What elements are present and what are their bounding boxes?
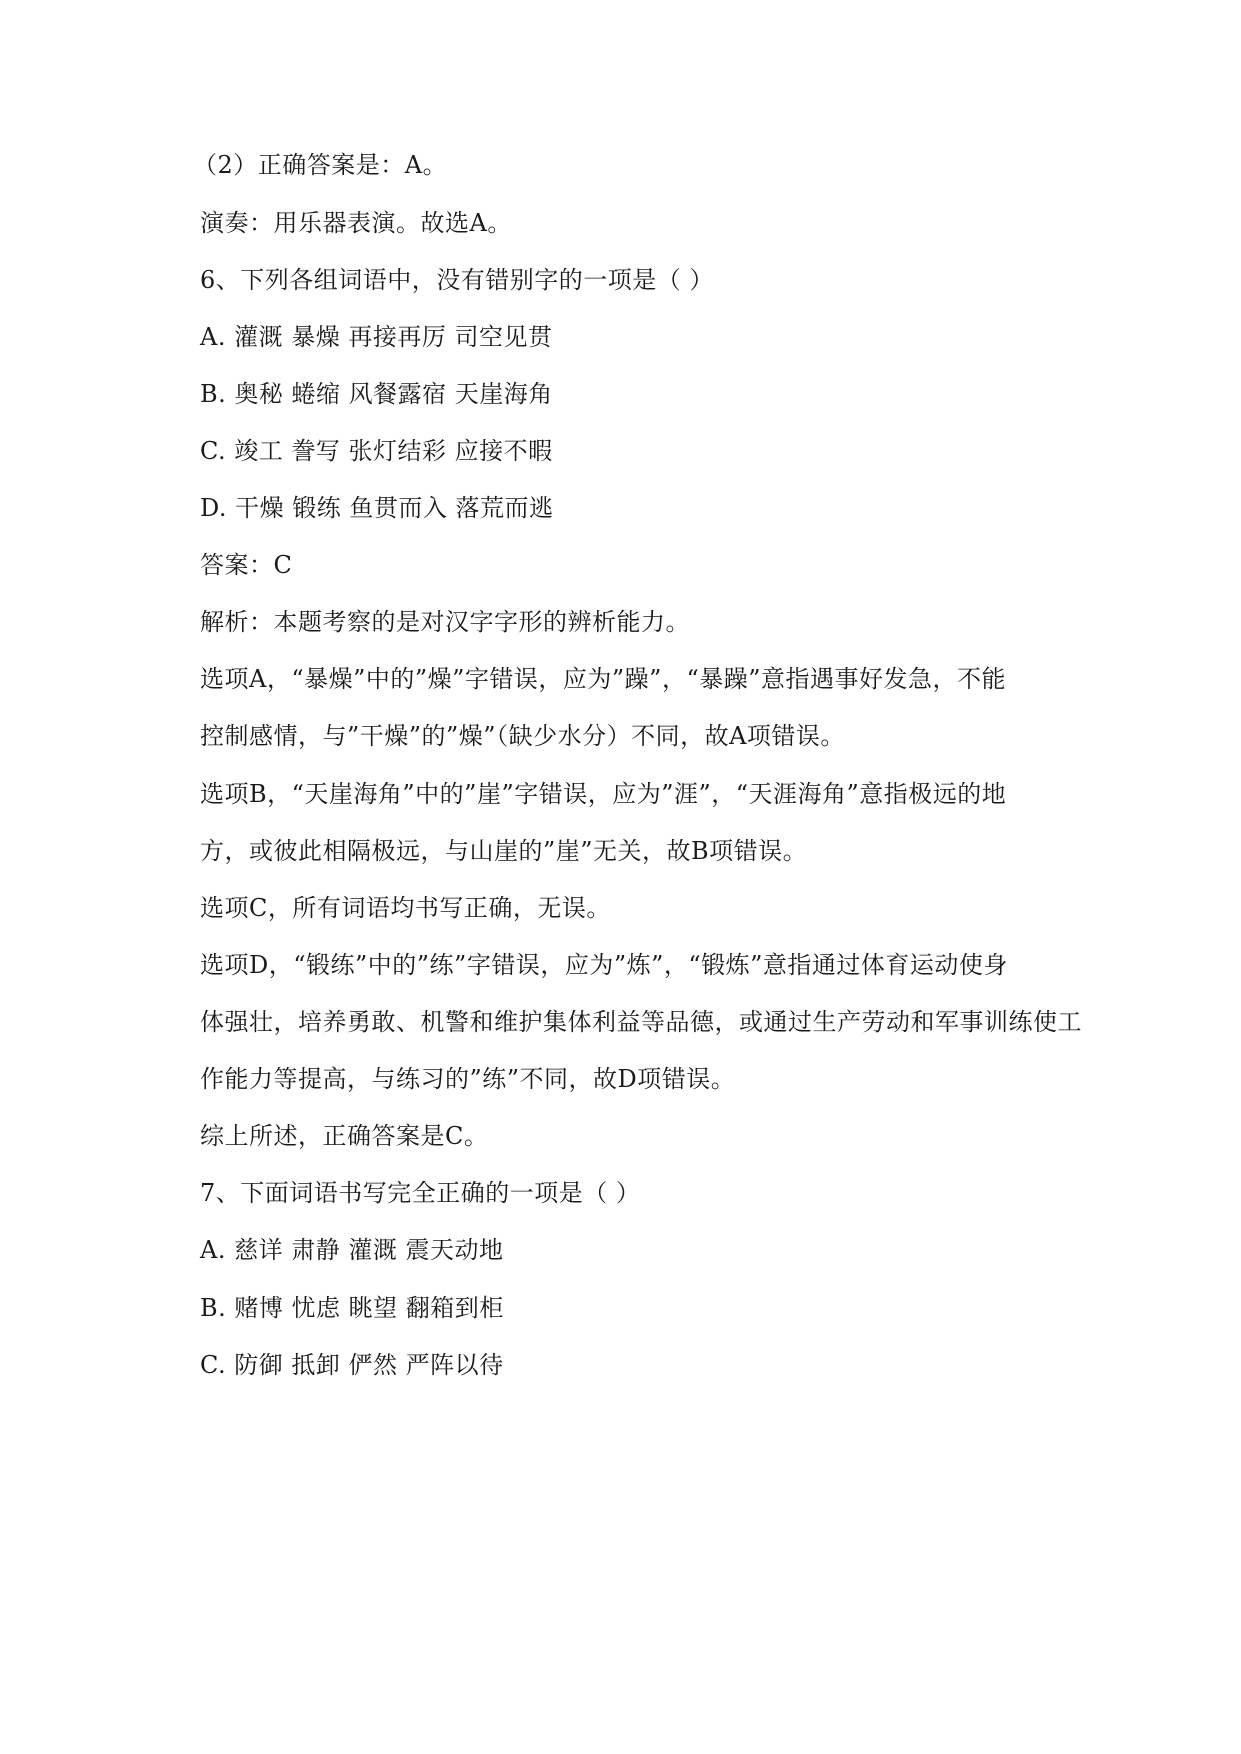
q6-conclusion: 综上所述，正确答案是C。 [200,1122,489,1150]
q6-analysis-a-2: 控制感情，与”干燥”的”燥”（缺少水分）不同，故A项错误。 [200,722,845,750]
q6-analysis-d-1: 选项D，“锻练”中的”练”字错误，应为”炼”，“锻炼”意指通过体育运动使身 [200,951,1008,979]
q6-analysis-d-3: 作能力等提高，与练习的”练”不同，故D项错误。 [200,1065,736,1093]
q7-option-a: A. 慈详 肃静 灌溉 震天动地 [200,1236,504,1264]
q6-answer: 答案：C [200,551,293,579]
q6-analysis-a-1: 选项A，“暴燥”中的”燥”字错误，应为”躁”，“暴躁”意指遇事好发急，不能 [200,665,1006,693]
q6-analysis-d-2: 体强壮，培养勇敢、机警和维护集体利益等品德，或通过生产劳动和军事训练使工 [200,1008,1082,1036]
q6-analysis-intro: 解析：本题考察的是对汉字字形的辨析能力。 [200,608,690,636]
q6-analysis-c: 选项C，所有词语均书写正确，无误。 [200,894,611,922]
explanation-line: 演奏：用乐器表演。故选A。 [200,209,512,237]
q7-option-b: B. 赌博 忧虑 眺望 翻箱到柜 [200,1294,504,1322]
question-6-line: 6、下列各组词语中，没有错别字的一项是（ ） [200,266,714,294]
q6-option-c: C. 竣工 誊写 张灯结彩 应接不暇 [200,437,553,465]
answer-2-line: （2）正确答案是：A。 [193,151,448,179]
q6-option-b: B. 奥秘 蜷缩 风餐露宿 天崖海角 [200,380,553,408]
q7-option-c: C. 防御 抵卸 俨然 严阵以待 [200,1351,504,1379]
q6-analysis-b-2: 方，或彼此相隔极远，与山崖的”崖”无关，故B项错误。 [200,837,808,865]
q6-analysis-b-1: 选项B，“天崖海角”中的”崖”字错误，应为”涯”，“天涯海角”意指极远的地 [200,780,1007,808]
question-7-line: 7、下面词语书写完全正确的一项是（ ） [200,1179,641,1207]
q6-option-d: D. 干燥 锻练 鱼贯而入 落荒而逃 [200,494,554,522]
q6-option-a: A. 灌溉 暴燥 再接再厉 司空见贯 [200,323,553,351]
